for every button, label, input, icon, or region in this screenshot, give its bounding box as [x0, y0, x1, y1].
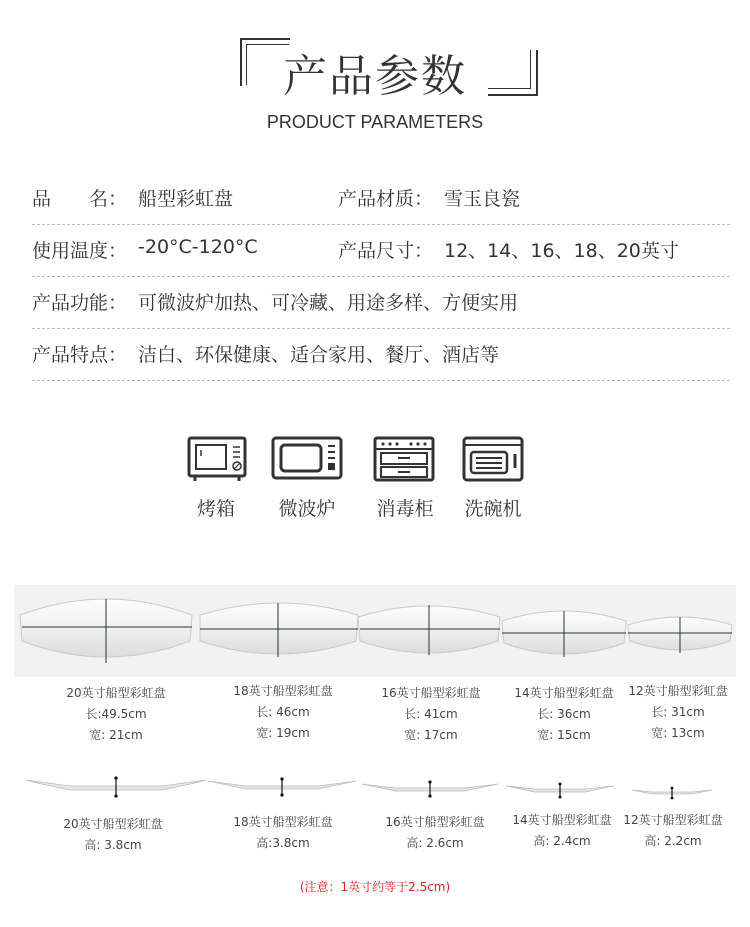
param-value: 洁白、环保健康、适合家用、餐厅、酒店等 [138, 344, 500, 366]
plate-name: 16英寸船型彩虹盘 [381, 686, 481, 700]
param-value: 可微波炉加热、可冷藏、用途多样、方便实用 [138, 292, 519, 314]
plate-name: 12英寸船型彩虹盘 [628, 684, 728, 698]
title-bracket-right [488, 50, 540, 98]
plate-side-label-20 [38, 814, 188, 856]
plate-side-label-12 [598, 810, 748, 852]
dishwasher-label: 洗碗机 [464, 498, 522, 520]
plate-length: 长: 36cm [537, 707, 591, 721]
plate-height: 高: 2.6cm [406, 836, 464, 850]
plate-name: 16英寸船型彩虹盘 [385, 815, 485, 829]
plate-side-label-18 [208, 812, 358, 854]
plate-name: 18英寸船型彩虹盘 [233, 684, 333, 698]
dishwasher-icon [462, 436, 520, 482]
oven-icon [187, 436, 245, 482]
oven-label: 烤箱 [196, 498, 235, 520]
plate-length: 长: 31cm [651, 705, 705, 719]
plates-side-view [0, 770, 750, 806]
plate-name: 14英寸船型彩虹盘 [514, 686, 614, 700]
plate-18-top [200, 603, 358, 657]
plates-top-view [14, 585, 736, 677]
plate-height: 高: 2.4cm [533, 834, 591, 848]
plate-label-18 [208, 681, 358, 744]
plate-20-side [26, 776, 206, 797]
plate-width: 宽: 17cm [404, 728, 458, 742]
disinfection-cabinet-label: 消毒柜 [376, 498, 434, 520]
microwave-icon [271, 436, 329, 482]
plate-name: 14英寸船型彩虹盘 [512, 813, 612, 827]
plate-name: 18英寸船型彩虹盘 [233, 815, 333, 829]
plate-18-side [208, 777, 356, 796]
plate-14-side [506, 783, 614, 799]
param-label: 产品材质： [338, 188, 434, 210]
param-value: -20°C-120°C [138, 236, 258, 258]
microwave-label: 微波炉 [278, 498, 336, 520]
plate-12-side [632, 787, 712, 800]
plate-width: 宽: 21cm [89, 728, 143, 742]
plate-width: 宽: 15cm [537, 728, 591, 742]
plate-label-16 [356, 683, 506, 746]
plate-20-top [20, 599, 192, 663]
plate-12-top [628, 617, 732, 653]
param-label: 产品特点： [32, 344, 128, 366]
page-title: 产品参数 [283, 51, 467, 102]
param-label: 产品尺寸： [338, 240, 434, 262]
plate-height: 高: 2.2cm [644, 834, 702, 848]
plate-name: 20英寸船型彩虹盘 [66, 686, 166, 700]
plate-height: 高:3.8cm [256, 836, 310, 850]
page-subtitle: PRODUCT PARAMETERS [266, 112, 484, 132]
inch-conversion-note: (注意：1英寸约等于2.5cm) [299, 880, 451, 894]
param-row-feature [32, 328, 730, 381]
plate-length: 长: 41cm [404, 707, 458, 721]
param-label: 品 名： [32, 188, 128, 210]
param-row-name [32, 172, 730, 225]
plate-height: 高: 3.8cm [84, 838, 142, 852]
plate-length: 长: 46cm [256, 705, 310, 719]
param-label: 使用温度： [32, 240, 128, 262]
plate-name: 12英寸船型彩虹盘 [623, 813, 723, 827]
disinfection-cabinet-icon [373, 436, 431, 482]
plate-label-20 [41, 683, 191, 746]
plate-name: 20英寸船型彩虹盘 [63, 817, 163, 831]
param-row-temp [32, 224, 730, 277]
plate-14-top [502, 611, 626, 657]
param-value: 雪玉良瓷 [444, 188, 521, 210]
plate-label-12 [603, 681, 750, 744]
param-value: 12、14、16、18、20英寸 [444, 240, 679, 262]
plate-16-top [358, 605, 500, 655]
param-label: 产品功能： [32, 292, 128, 314]
plate-length: 长:49.5cm [85, 707, 147, 721]
plate-16-side [362, 780, 498, 797]
plate-width: 宽: 13cm [651, 726, 705, 740]
param-value: 船型彩虹盘 [138, 188, 234, 210]
param-row-function [32, 276, 730, 329]
plate-width: 宽: 19cm [256, 726, 310, 740]
